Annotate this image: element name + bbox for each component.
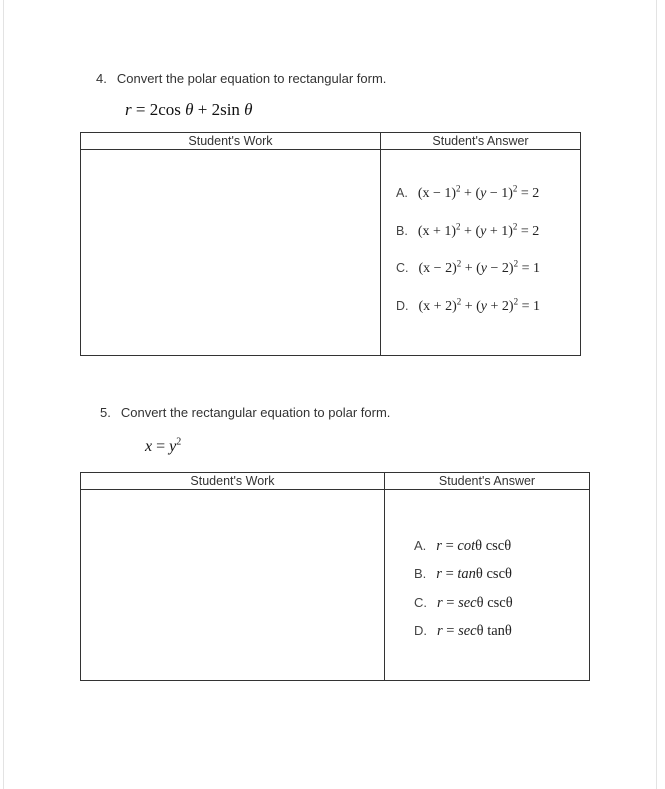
question-5-option-c[interactable]: C. r = secθ cscθ [414,595,513,611]
question-4-option-d[interactable]: D. $(x + 2)^2 + (y + 2)^2 = 1$ [396,296,540,314]
question-4-answer-header: Student's Answer [432,134,529,148]
question-5-option-d[interactable]: D. r = secθ tanθ [414,623,512,639]
option-letter: B. [396,224,408,238]
question-5-number: 5. [100,405,111,420]
question-5-table [80,472,590,681]
question-4-number: 4. [96,71,107,86]
question-5-work-header: Student's Work [190,474,275,488]
question-4-option-c[interactable]: C. $(x - 2)^2 + (y - 2)^2 = 1$ [396,258,540,276]
column-divider [380,133,381,355]
question-5-option-b[interactable]: B. r = tanθ cscθ [414,566,512,582]
column-divider [384,473,385,680]
question-4-work-header: Student's Work [188,134,273,148]
question-4-option-b[interactable]: B. $(x + 1)^2 + (y + 1)^2 = 2$ [396,221,540,239]
question-5-text: Convert the rectangular equation to polar form. [120,405,391,420]
question-5-option-a[interactable]: A. r = cotθ cscθ [414,538,512,554]
question-4-work-area[interactable] [81,150,380,355]
question-4-option-a[interactable]: A. $(x - 1)^2 + (y - 1)^2 = 2$ [396,183,540,201]
option-letter: B. [414,566,427,581]
option-letter: A. [396,186,408,200]
question-4-prompt [96,71,386,86]
question-5-answer-header: Student's Answer [438,474,536,488]
option-letter: C. [414,595,427,610]
question-4-table [80,132,581,356]
option-letter: D. [396,299,409,313]
question-4-text: Convert the polar equation to rectangular form. [116,71,387,86]
question-4-equation: r = 2cos θ + 2sin θ [125,100,253,119]
option-letter: D. [414,623,427,638]
question-5-prompt [100,405,390,420]
option-letter: C. [396,261,409,275]
option-letter: A. [414,538,427,553]
question-5-equation: $x = y^2$ [145,436,182,455]
question-5-work-area[interactable] [81,490,384,680]
